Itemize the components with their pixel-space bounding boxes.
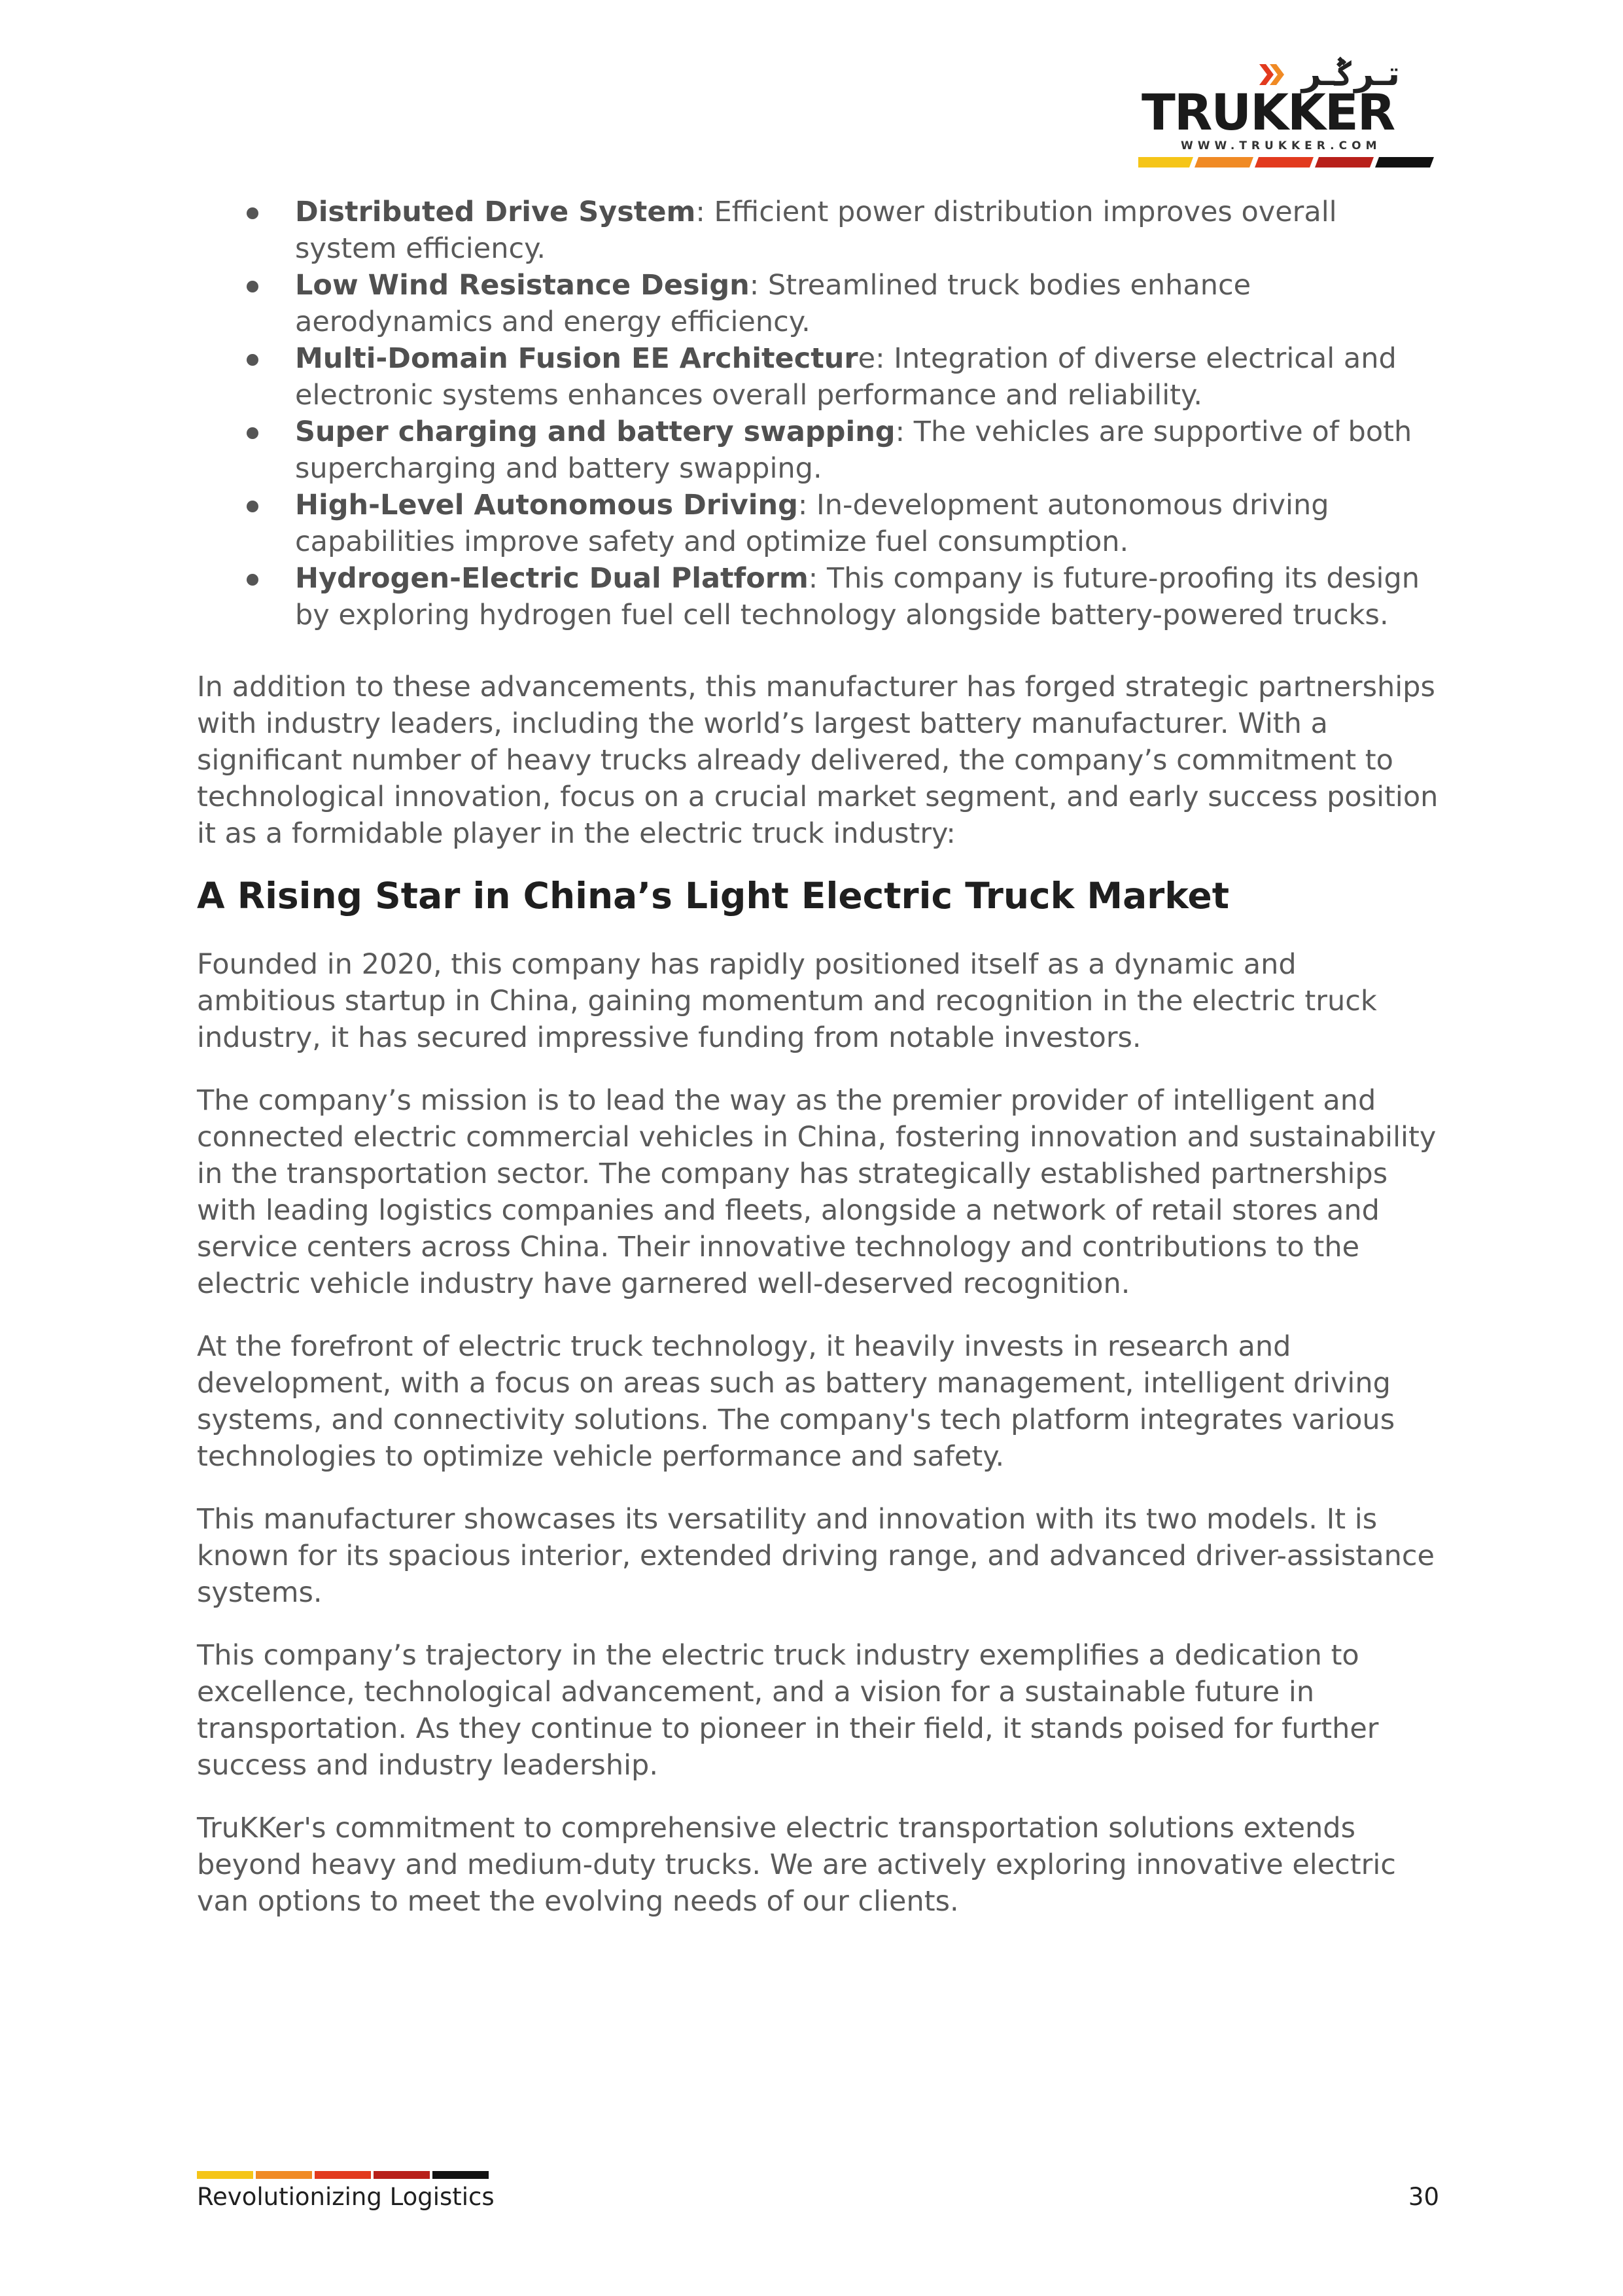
list-item [197,414,1440,487]
logo-arabic-text: تـرݣـر [1301,54,1400,94]
footer-color-bars [197,2171,489,2179]
list-item-text: : Efficient power distribution improves overall system efficiency. [295,196,1337,265]
list-item-text: : In-development autonomous driving capabilities improve safety and optimize fuel consumption. [295,489,1329,558]
list-item [197,487,1440,560]
list-item [197,560,1440,633]
page-content [197,194,1440,1920]
list-item-text: : The vehicles are supportive of both supercharging and battery swapping. [295,415,1412,485]
list-item-title: Hydrogen-Electric Dual Platform [295,562,809,595]
list-item-text: : Integration of diverse electrical and electronic systems enhances overall performance and reliability. [295,342,1397,412]
logo-url: WWW.TRUKKER.COM [1181,139,1382,152]
logo-color-bars [1138,157,1434,168]
bullet-icon [247,281,258,292]
list-item-text: : This company is future-proofing its design by exploring hydrogen fuel cell technology alongside battery-powered trucks. [295,562,1420,631]
list-item [197,267,1440,340]
page-number: 30 [1408,2183,1439,2211]
list-item [197,194,1440,267]
bullet-icon [247,427,258,439]
list-item-title: Distributed Drive System [295,196,696,228]
bullet-icon [247,207,258,219]
body-paragraph: At the forefront of electric truck technology, it heavily invests in research and development, with a focus on areas such as battery management, intelligent driving systems, and connectivity solutions. The company's tech platform integrates various technologies to optimize vehicle performance and safety. [197,1330,1395,1473]
body-paragraph: Founded in 2020, this company has rapidly positioned itself as a dynamic and ambitious startup in China, gaining momentum and recognition in the electric truck industry, it has secured impressive funding from notable investors. [197,948,1377,1054]
list-item-title: Low Wind Resistance Design [295,269,750,302]
logo-chevrons [1259,64,1284,85]
body-paragraph: TruKKer's commitment to comprehensive electric transportation solutions extends beyond heavy and medium-duty trucks. We are actively exploring innovative electric van options to meet the evolving needs of our clients. [197,1812,1396,1918]
bullet-icon [247,574,258,586]
list-item [197,340,1440,414]
footer-bar-yellow [197,2171,253,2179]
footer-bar-orange [256,2171,312,2179]
trukker-logo [1138,52,1446,177]
trukker-logo-graphic [1138,52,1446,177]
list-item-title: Multi-Domain Fusion EE Architectur [295,342,858,375]
list-item-text: : Streamlined truck bodies enhance aerodynamics and energy efficiency. [295,269,1251,338]
section-heading: A Rising Star in China’s Light Electric Truck Market [197,875,1230,917]
footer-bar-black [432,2171,489,2179]
intro-paragraph: In addition to these advancements, this manufacturer has forged strategic partnerships with industry leaders, including the world’s largest battery manufacturer. With a significant number of heavy trucks already delivered, the company’s commitment to technological innovation, focus on a crucial market segment, and early success position it as a formidable player in the electric truck industry: [197,671,1439,850]
bullet-icon [247,354,258,366]
footer-tagline: Revolutionizing Logistics [197,2183,495,2211]
footer-bar-red [315,2171,371,2179]
footer-bar-dark-red [374,2171,430,2179]
bullet-icon [247,501,258,512]
feature-list [197,194,1440,633]
list-item-title-suffix: e [858,342,876,375]
body-paragraph: This company’s trajectory in the electric truck industry exemplifies a dedication to excellence, technological advancement, and a vision for a sustainable future in transportation. As they continue to pioneer in their field, it stands poised for further success and industry leadership. [197,1639,1379,1782]
body-paragraph: This manufacturer showcases its versatility and innovation with its two models. It is known for its spacious interior, extended driving range, and advanced driver-assistance systems. [197,1503,1435,1609]
list-item-title: Super charging and battery swapping [295,415,896,448]
list-item-title: High-Level Autonomous Driving [295,489,798,521]
logo-wordmark: TRUKKER [1142,83,1395,141]
body-paragraph: The company’s mission is to lead the way as the premier provider of intelligent and connected electric commercial vehicles in China, fostering innovation and sustainability in the transportation sector. The company has strategically established partnerships with leading logistics companies and fleets, alongside a network of retail stores and service centers across China. Their innovative technology and contributions to the electric vehicle industry have garnered well-deserved recognition. [197,1084,1437,1300]
